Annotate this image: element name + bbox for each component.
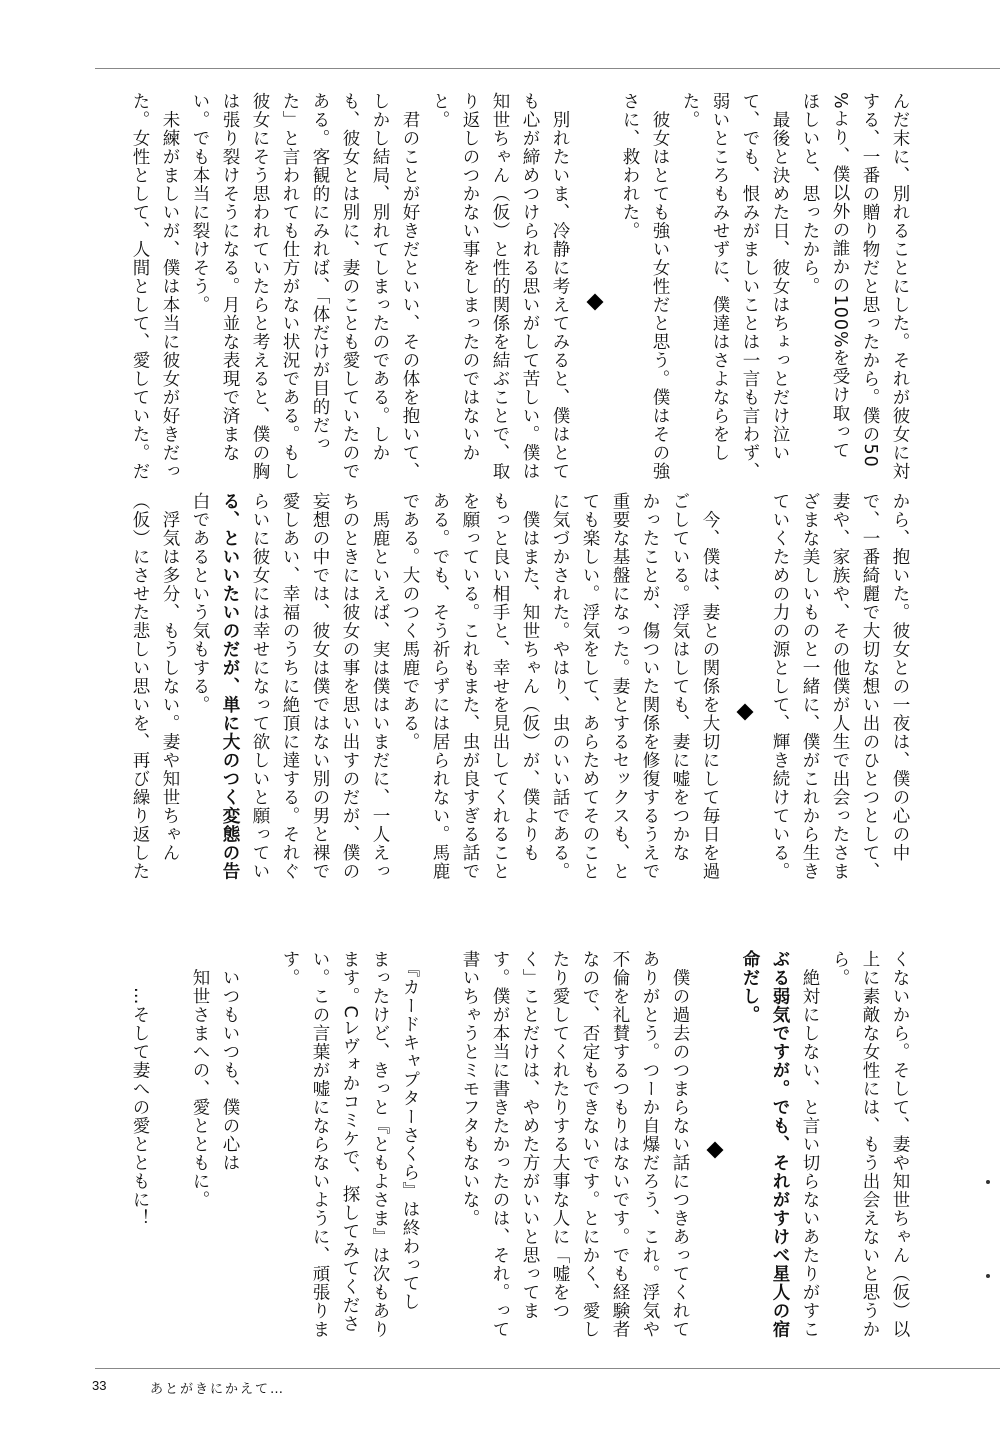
- tier3-col-23: いつもいつも、僕の心は: [220, 950, 240, 1172]
- tier1-col-17: 君のことが好きだといい、その体を抱いて、: [400, 92, 420, 481]
- tier2-col-25: 浮気は多分、もうしない。妻や知世ちゃん: [160, 492, 180, 862]
- paragraph-gap: [425, 950, 455, 1350]
- tier1-col-19: も、彼女とは別に、妻のことも愛していたので: [340, 92, 360, 481]
- tier1-col-22: 彼女にそう思われていたらと考えると、僕の胸: [250, 92, 270, 481]
- tier3-col-17: 『カードキャプターさくら』は終わってし: [400, 950, 420, 1312]
- tier1-col-5: 最後と決めた日、彼女はちょっとだけ泣い: [770, 92, 790, 462]
- tier2-col-15: を願っている。これもまた、虫が良すぎる話で: [460, 492, 480, 881]
- tier1-col-12: 別れたいま、冷静に考えてみると、僕はとて: [550, 92, 570, 481]
- tier3-col-11: なので、否定もできないです。とにかく、愛し: [580, 950, 600, 1339]
- tier2-col-17: である。大のつく馬鹿である。: [400, 492, 420, 751]
- tier2-col-13: 僕はまた、知世ちゃん（仮）が、僕よりも: [520, 492, 540, 862]
- tier1-col-16: と。: [430, 92, 450, 129]
- tier1-col-9: 彼女はとても強い女性だと思う。僕はその強: [650, 92, 670, 481]
- tier2-col-1: から、抱いた。彼女との一夜は、僕の心の中: [890, 492, 910, 862]
- running-title: あとがきにかえて…: [150, 1382, 286, 1397]
- tier1-col-14: 知世ちゃん（仮）と性的関係を結ぶことで、取: [490, 92, 510, 481]
- tier3-col-21: す。: [280, 950, 300, 987]
- text-tier-3: [95, 950, 915, 1350]
- tier1-col-20: ある。客観的にみれば、「体だけが目的だっ: [310, 92, 330, 454]
- tier3-col-14: す。僕が本当に書きたかったのは、それ。って: [490, 950, 510, 1339]
- tier3-col-26: …そして妻への愛とともに！: [130, 950, 150, 1228]
- tier2-col-26: （仮）にさせた悲しい思いを、再び繰り返した: [130, 492, 150, 881]
- tier1-col-10: さに、救われた。: [620, 92, 640, 240]
- tier1-col-1: んだ末に、別れることにした。それが彼女に対: [890, 92, 910, 481]
- tier1-col-8: た。: [680, 92, 700, 129]
- diamond-separator-icon: [725, 492, 765, 932]
- tier3-col-9: ありがとう。つーか自爆だろう、これ。浮気や: [640, 950, 660, 1339]
- tier1-col-23: は張り裂けそうになる。月並な表現で済まな: [220, 92, 240, 462]
- tier2-col-8: ごしている。浮気はしても、妻に嘘をつかな: [670, 492, 690, 862]
- tier1-col-25: 未練がましいが、僕は本当に彼女が好きだっ: [160, 92, 180, 481]
- tier1-col-13: も心が締めつけられる思いがして苦しい。僕は: [520, 92, 540, 481]
- tier2-col-20: 妄想の中では、彼女は僕ではない別の男と裸で: [310, 492, 330, 881]
- tier2-col-14: もっと良い相手と、幸せを見出してくれること: [490, 492, 510, 881]
- tier2-col-4: ざまな美しいものと一緒に、僕がこれから生き: [800, 492, 820, 881]
- tier2-col-19: ちのときには彼女の事を思い出すのだが、僕の: [340, 492, 360, 881]
- tier1-col-7: 弱いところもみせずに、僕達はさよならをし: [710, 92, 730, 462]
- tier2-col-23: る、といいたいのだが、単に大のつく変態の告: [220, 492, 240, 881]
- tier3-col-19: ます。Cレヴォかコミケで、探してみてくださ: [340, 950, 360, 1334]
- bottom-rule: [95, 1368, 1000, 1369]
- tier3-col-2: 上に素敵な女性には、もう出会えないと思うか: [860, 950, 880, 1339]
- edge-ink-dots: [986, 1180, 994, 1368]
- text-tier-2: [95, 492, 915, 932]
- tier1-col-15: り返しのつかない事をしまったのではないか: [460, 92, 480, 462]
- tier2-col-10: 重要な基盤になった。妻とするセックスも、と: [610, 492, 630, 881]
- tier3-col-10: 不倫を礼賛するつもりはないです。でも経験者: [610, 950, 630, 1339]
- tier1-col-6: て、でも、恨みがましいことは一言も言わず、: [740, 92, 760, 481]
- page-number: 33: [92, 1378, 107, 1393]
- tier1-col-3: %より、僕以外の誰かの100%を受け取って: [830, 92, 850, 460]
- tier3-col-8: 僕の過去のつまらない話につきあってくれて: [670, 950, 690, 1339]
- tier2-col-18: 馬鹿といえば、実は僕はいまだに、一人えっ: [370, 492, 390, 881]
- tier2-col-9: かったことが、傷ついた関係を修復するうえで: [640, 492, 660, 881]
- tier3-col-4: 絶対にしない、と言い切らないあたりがすこ: [800, 950, 820, 1339]
- tier3-col-24: 知世さまへの、愛とともに。: [190, 950, 210, 1209]
- paragraph-gap: [245, 950, 275, 1350]
- tier1-col-21: た」と言われても仕方がない状況である。もし: [280, 92, 300, 481]
- tier2-col-12: に気づかされた。やはり、虫のいい話である。: [550, 492, 570, 881]
- tier3-col-5: ぶる弱気ですが。でも、それがすけべ星人の宿: [770, 950, 790, 1339]
- tier3-col-13: く」ことだけは、やめた方がいいと思ってま: [520, 950, 540, 1320]
- tier3-col-12: たり愛してくれたりする大事な人に「嘘をつ: [550, 950, 570, 1320]
- diamond-separator-icon: [695, 950, 735, 1350]
- tier3-col-6: 命だし。: [740, 950, 760, 1024]
- tier2-col-3: 妻や、家族や、その他僕が人生で出会ったさま: [830, 492, 850, 881]
- tier1-col-18: しかし結局、別れてしまったのである。しか: [370, 92, 390, 462]
- tier3-col-1: くないから。そして、妻や知世ちゃん（仮）以: [890, 950, 910, 1339]
- tier2-col-2: で、一番綺麗で大切な想い出のひとつとして、: [860, 492, 880, 881]
- tier3-col-3: ら。: [830, 950, 850, 987]
- paragraph-gap: [155, 950, 185, 1350]
- tier3-col-15: 書いちゃうとミモフタもないな。: [460, 950, 480, 1228]
- text-tier-1: [95, 92, 915, 512]
- tier1-col-24: い。でも本当に裂けそう。: [190, 92, 210, 314]
- tier2-col-16: ある。でも、そう祈らずには居られない。馬鹿: [430, 492, 450, 881]
- tier2-col-5: ていくための力の源として、輝き続けている。: [770, 492, 790, 881]
- diamond-separator-icon: [575, 92, 615, 512]
- tier2-col-11: ても楽しい。浮気をして、あらためてそのこと: [580, 492, 600, 881]
- tier2-col-24: 白であるという気もする。: [190, 492, 210, 714]
- tier1-col-2: する、一番の贈り物だと思ったから。僕の50: [860, 92, 880, 468]
- tier2-col-21: 愛しあい、幸福のうちに絶頂に達する。それぐ: [280, 492, 300, 881]
- tier1-col-26: た。女性として、人間として、愛していた。だ: [130, 92, 150, 481]
- tier1-col-4: ほしいと、思ったから。: [800, 92, 820, 296]
- top-rule: [95, 68, 1000, 69]
- tier2-col-22: らいに彼女には幸せになって欲しいと願ってい: [250, 492, 270, 881]
- tier2-col-7: 今、僕は、妻との関係を大切にして毎日を過: [700, 492, 720, 881]
- tier3-col-18: まったけど、きっと『ともよさま』は次もあり: [370, 950, 390, 1339]
- tier3-col-20: い。この言葉が嘘にならないように、頑張りま: [310, 950, 330, 1339]
